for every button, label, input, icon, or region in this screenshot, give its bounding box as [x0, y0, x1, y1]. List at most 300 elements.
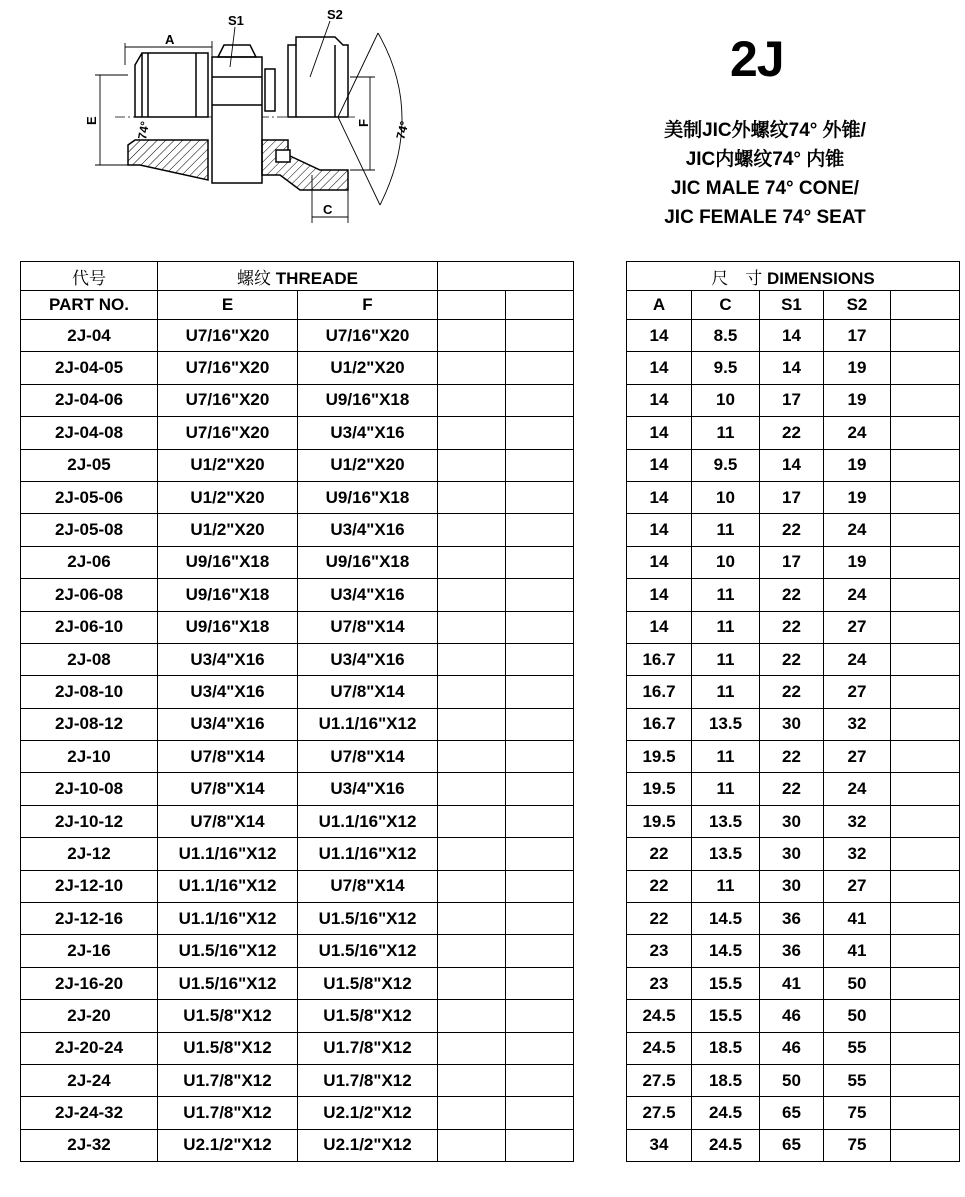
part-number-cell: 2J-08	[21, 643, 158, 675]
part-number-cell: 2J-06-08	[21, 579, 158, 611]
thread-e-cell: U1.1/16"X12	[158, 870, 298, 902]
dim-a-cell: 22	[627, 870, 692, 902]
dim-s2-cell: 24	[824, 773, 891, 805]
dim-s1-cell: 22	[760, 773, 824, 805]
drawing-label-a: A	[165, 32, 175, 47]
gap-cell	[574, 384, 627, 416]
thread-e-cell: U7/8"X14	[158, 773, 298, 805]
blank-cell	[891, 805, 960, 837]
thread-e-cell: U3/4"X16	[158, 708, 298, 740]
thread-e-cell: U7/8"X14	[158, 741, 298, 773]
blank-cell	[891, 449, 960, 481]
dim-s2-cell: 27	[824, 611, 891, 643]
dim-a-cell: 14	[627, 449, 692, 481]
thread-f-cell: U7/8"X14	[298, 611, 438, 643]
thread-e-cell: U3/4"X16	[158, 676, 298, 708]
dim-a-cell: 14	[627, 579, 692, 611]
thread-e-cell: U1.5/16"X12	[158, 967, 298, 999]
dim-c-cell: 18.5	[692, 1064, 760, 1096]
dim-a-cell: 19.5	[627, 741, 692, 773]
part-number-cell: 2J-10	[21, 741, 158, 773]
dim-a-cell: 19.5	[627, 805, 692, 837]
dim-s2-cell: 24	[824, 514, 891, 546]
table-row	[21, 805, 960, 837]
blank-cell	[891, 643, 960, 675]
thread-e-cell: U2.1/2"X12	[158, 1129, 298, 1161]
thread-f-cell: U3/4"X16	[298, 417, 438, 449]
table-row	[21, 546, 960, 578]
drawing-label-s1: S1	[228, 13, 244, 28]
blank-cell	[438, 1097, 506, 1129]
blank-cell	[506, 546, 574, 578]
gap-cell	[574, 967, 627, 999]
table-row	[21, 1097, 960, 1129]
dim-a-cell: 14	[627, 384, 692, 416]
gap-cell	[574, 805, 627, 837]
blank-cell	[438, 838, 506, 870]
table-row	[21, 838, 960, 870]
part-number-cell: 2J-08-12	[21, 708, 158, 740]
gap-cell	[574, 708, 627, 740]
dim-s2-cell: 41	[824, 903, 891, 935]
thread-f-cell: U3/4"X16	[298, 643, 438, 675]
part-number-cell: 2J-10-12	[21, 805, 158, 837]
thread-e-cell: U1.7/8"X12	[158, 1097, 298, 1129]
header-s1: S1	[760, 291, 824, 320]
dim-c-cell: 18.5	[692, 1032, 760, 1064]
dim-s1-cell: 36	[760, 903, 824, 935]
part-number-cell: 2J-05-06	[21, 481, 158, 513]
thread-f-cell: U1.1/16"X12	[298, 838, 438, 870]
header-blank	[438, 291, 506, 320]
table-row	[21, 352, 960, 384]
blank-cell	[891, 1032, 960, 1064]
blank-cell	[506, 643, 574, 675]
part-number-cell: 2J-06	[21, 546, 158, 578]
blank-cell	[438, 773, 506, 805]
table-row	[21, 903, 960, 935]
dim-c-cell: 13.5	[692, 708, 760, 740]
blank-cell	[891, 1129, 960, 1161]
gap-cell	[574, 1097, 627, 1129]
thread-f-cell: U1.5/8"X12	[298, 1000, 438, 1032]
part-number-cell: 2J-24-32	[21, 1097, 158, 1129]
blank-cell	[438, 741, 506, 773]
dim-c-cell: 8.5	[692, 320, 760, 352]
thread-f-cell: U3/4"X16	[298, 579, 438, 611]
gap-cell	[574, 579, 627, 611]
dimension-table	[20, 261, 960, 1162]
dim-c-cell: 11	[692, 643, 760, 675]
blank-cell	[891, 935, 960, 967]
blank-cell	[506, 903, 574, 935]
thread-f-cell: U1.1/16"X12	[298, 805, 438, 837]
part-number-cell: 2J-06-10	[21, 611, 158, 643]
gap-cell	[574, 741, 627, 773]
dim-c-cell: 15.5	[692, 1000, 760, 1032]
blank-cell	[506, 870, 574, 902]
gap-cell	[574, 417, 627, 449]
dim-s1-cell: 46	[760, 1032, 824, 1064]
dim-a-cell: 23	[627, 967, 692, 999]
thread-e-cell: U9/16"X18	[158, 579, 298, 611]
part-number-cell: 2J-24	[21, 1064, 158, 1096]
dim-c-cell: 10	[692, 384, 760, 416]
blank-cell	[891, 1064, 960, 1096]
table-row	[21, 579, 960, 611]
dim-s2-cell: 50	[824, 967, 891, 999]
drawing-label-angle-male: 74°	[135, 120, 153, 141]
blank-cell	[506, 417, 574, 449]
thread-e-cell: U7/16"X20	[158, 417, 298, 449]
blank-cell	[891, 481, 960, 513]
dim-s1-cell: 14	[760, 320, 824, 352]
dim-a-cell: 14	[627, 481, 692, 513]
thread-f-cell: U1.5/8"X12	[298, 967, 438, 999]
dim-c-cell: 15.5	[692, 967, 760, 999]
blank-cell	[438, 1000, 506, 1032]
thread-e-cell: U1/2"X20	[158, 449, 298, 481]
drawing-label-c: C	[323, 202, 333, 217]
gap-cell	[574, 481, 627, 513]
blank-cell	[891, 546, 960, 578]
dim-a-cell: 27.5	[627, 1097, 692, 1129]
dim-s2-cell: 50	[824, 1000, 891, 1032]
dim-a-cell: 14	[627, 417, 692, 449]
table-row	[21, 773, 960, 805]
dim-s2-cell: 27	[824, 741, 891, 773]
blank-cell	[506, 481, 574, 513]
part-number-cell: 2J-04-08	[21, 417, 158, 449]
dim-s1-cell: 30	[760, 708, 824, 740]
dim-c-cell: 10	[692, 481, 760, 513]
part-number-cell: 2J-04-05	[21, 352, 158, 384]
blank-cell	[891, 741, 960, 773]
gap-cell	[574, 643, 627, 675]
part-number-cell: 2J-04	[21, 320, 158, 352]
blank-cell	[438, 546, 506, 578]
blank-cell	[506, 320, 574, 352]
blank-cell	[438, 967, 506, 999]
table-row	[21, 1064, 960, 1096]
dim-s1-cell: 30	[760, 838, 824, 870]
blank-cell	[438, 643, 506, 675]
blank-cell	[438, 320, 506, 352]
blank-cell	[438, 1064, 506, 1096]
thread-f-cell: U7/8"X14	[298, 870, 438, 902]
blank-cell	[438, 1032, 506, 1064]
dim-c-cell: 24.5	[692, 1129, 760, 1161]
blank-cell	[438, 708, 506, 740]
header-blank	[891, 291, 960, 320]
dim-a-cell: 24.5	[627, 1032, 692, 1064]
blank-cell	[506, 514, 574, 546]
blank-cell	[506, 935, 574, 967]
blank-cell	[506, 967, 574, 999]
thread-e-cell: U1/2"X20	[158, 514, 298, 546]
blank-cell	[506, 708, 574, 740]
model-number: 2J	[730, 31, 784, 87]
blank-cell	[438, 481, 506, 513]
blank-cell	[438, 579, 506, 611]
fitting-drawing	[80, 5, 420, 230]
part-number-cell: 2J-16-20	[21, 967, 158, 999]
blank-cell	[891, 903, 960, 935]
thread-e-cell: U7/16"X20	[158, 320, 298, 352]
thread-f-cell: U2.1/2"X12	[298, 1129, 438, 1161]
thread-e-cell: U7/8"X14	[158, 805, 298, 837]
dim-a-cell: 14	[627, 546, 692, 578]
dim-s2-cell: 55	[824, 1032, 891, 1064]
blank-cell	[438, 449, 506, 481]
dim-s2-cell: 24	[824, 417, 891, 449]
blank-cell	[506, 676, 574, 708]
thread-f-cell: U3/4"X16	[298, 773, 438, 805]
dim-c-cell: 11	[692, 417, 760, 449]
gap-cell	[574, 1032, 627, 1064]
blank-cell	[506, 741, 574, 773]
dim-s1-cell: 22	[760, 579, 824, 611]
dim-s1-cell: 22	[760, 676, 824, 708]
thread-f-cell: U9/16"X18	[298, 481, 438, 513]
thread-f-cell: U1/2"X20	[298, 449, 438, 481]
gap-cell	[574, 935, 627, 967]
header-part-en: PART NO.	[21, 291, 158, 320]
thread-e-cell: U1.7/8"X12	[158, 1064, 298, 1096]
blank-cell	[438, 870, 506, 902]
thread-f-cell: U1/2"X20	[298, 352, 438, 384]
gap-cell	[574, 676, 627, 708]
part-number-cell: 2J-20	[21, 1000, 158, 1032]
header-thread: 螺纹 THREADE	[158, 262, 438, 291]
dim-s2-cell: 24	[824, 643, 891, 675]
thread-e-cell: U9/16"X18	[158, 611, 298, 643]
dim-s1-cell: 22	[760, 514, 824, 546]
blank-cell	[506, 611, 574, 643]
dim-s1-cell: 22	[760, 741, 824, 773]
blank-cell	[506, 1097, 574, 1129]
dim-s2-cell: 32	[824, 805, 891, 837]
dim-a-cell: 14	[627, 352, 692, 384]
blank-cell	[891, 870, 960, 902]
gap-cell	[574, 611, 627, 643]
thread-e-cell: U1.1/16"X12	[158, 838, 298, 870]
thread-f-cell: U1.7/8"X12	[298, 1032, 438, 1064]
dim-c-cell: 14.5	[692, 935, 760, 967]
dim-c-cell: 13.5	[692, 838, 760, 870]
header-c: C	[692, 291, 760, 320]
blank-cell	[891, 773, 960, 805]
gap-cell	[574, 1064, 627, 1096]
table-row	[21, 611, 960, 643]
part-number-cell: 2J-12-16	[21, 903, 158, 935]
dim-s1-cell: 50	[760, 1064, 824, 1096]
dim-a-cell: 27.5	[627, 1064, 692, 1096]
dim-s2-cell: 32	[824, 708, 891, 740]
table-row	[21, 708, 960, 740]
gap-cell	[574, 903, 627, 935]
drawing-label-e: E	[84, 116, 99, 125]
blank-cell	[891, 611, 960, 643]
thread-e-cell: U1.5/8"X12	[158, 1032, 298, 1064]
thread-f-cell: U1.1/16"X12	[298, 708, 438, 740]
part-number-cell: 2J-04-06	[21, 384, 158, 416]
dim-s1-cell: 22	[760, 417, 824, 449]
table-body	[21, 320, 960, 1162]
description-line: 美制JIC外螺纹74° 外锥/	[664, 120, 866, 141]
thread-f-cell: U9/16"X18	[298, 384, 438, 416]
part-number-cell: 2J-08-10	[21, 676, 158, 708]
table-row	[21, 741, 960, 773]
table-row	[21, 384, 960, 416]
dim-a-cell: 22	[627, 838, 692, 870]
blank-cell	[438, 417, 506, 449]
dim-s2-cell: 19	[824, 546, 891, 578]
blank-cell	[506, 1000, 574, 1032]
thread-e-cell: U7/16"X20	[158, 352, 298, 384]
dim-a-cell: 16.7	[627, 708, 692, 740]
dim-a-cell: 19.5	[627, 773, 692, 805]
dim-s2-cell: 19	[824, 449, 891, 481]
dim-s2-cell: 32	[824, 838, 891, 870]
dim-a-cell: 34	[627, 1129, 692, 1161]
blank-cell	[891, 708, 960, 740]
dim-c-cell: 11	[692, 741, 760, 773]
table-row	[21, 935, 960, 967]
header-s2: S2	[824, 291, 891, 320]
blank-cell	[506, 805, 574, 837]
header-e: E	[158, 291, 298, 320]
gap-cell	[574, 870, 627, 902]
dim-a-cell: 22	[627, 903, 692, 935]
table-row	[21, 1000, 960, 1032]
description-line: JIC内螺纹74° 内锥	[685, 149, 845, 170]
blank-cell	[506, 838, 574, 870]
dim-c-cell: 11	[692, 611, 760, 643]
description-line: JIC MALE 74° CONE/	[670, 178, 860, 199]
thread-f-cell: U1.7/8"X12	[298, 1064, 438, 1096]
dim-s2-cell: 75	[824, 1129, 891, 1161]
blank-cell	[891, 384, 960, 416]
blank-cell	[438, 352, 506, 384]
dim-s1-cell: 65	[760, 1097, 824, 1129]
gap-cell	[574, 320, 627, 352]
thread-f-cell: U2.1/2"X12	[298, 1097, 438, 1129]
dim-s1-cell: 14	[760, 449, 824, 481]
dim-s2-cell: 17	[824, 320, 891, 352]
thread-f-cell: U7/8"X14	[298, 741, 438, 773]
gap-cell	[574, 514, 627, 546]
table-row	[21, 676, 960, 708]
drawing-label-f: F	[356, 119, 371, 127]
dim-s1-cell: 22	[760, 611, 824, 643]
dim-s1-cell: 41	[760, 967, 824, 999]
blank-cell	[438, 1129, 506, 1161]
gap-cell	[574, 1129, 627, 1161]
table-row	[21, 870, 960, 902]
dim-s1-cell: 17	[760, 546, 824, 578]
drawing-label-s2: S2	[327, 7, 343, 22]
blank-cell	[506, 384, 574, 416]
table-row	[21, 481, 960, 513]
table-row	[21, 967, 960, 999]
description-line: JIC FEMALE 74° SEAT	[664, 207, 866, 228]
dim-s1-cell: 17	[760, 384, 824, 416]
thread-f-cell: U1.5/16"X12	[298, 935, 438, 967]
header-blank	[506, 291, 574, 320]
dim-c-cell: 13.5	[692, 805, 760, 837]
dim-a-cell: 14	[627, 514, 692, 546]
thread-e-cell: U1.5/8"X12	[158, 1000, 298, 1032]
gap-cell	[574, 1000, 627, 1032]
header-part-cn: 代号	[21, 262, 158, 291]
blank-cell	[891, 320, 960, 352]
blank-cell	[438, 384, 506, 416]
thread-e-cell: U3/4"X16	[158, 643, 298, 675]
header-a: A	[627, 291, 692, 320]
dim-s2-cell: 19	[824, 481, 891, 513]
dim-s1-cell: 36	[760, 935, 824, 967]
dim-c-cell: 9.5	[692, 352, 760, 384]
dim-a-cell: 24.5	[627, 1000, 692, 1032]
dim-s1-cell: 30	[760, 805, 824, 837]
blank-cell	[506, 773, 574, 805]
thread-e-cell: U1.1/16"X12	[158, 903, 298, 935]
product-description	[600, 116, 930, 232]
dim-a-cell: 14	[627, 611, 692, 643]
blank-cell	[438, 676, 506, 708]
dim-c-cell: 11	[692, 514, 760, 546]
blank-cell	[438, 903, 506, 935]
blank-cell	[506, 352, 574, 384]
table-row	[21, 514, 960, 546]
thread-e-cell: U1.5/16"X12	[158, 935, 298, 967]
table-row	[21, 320, 960, 352]
part-number-cell: 2J-20-24	[21, 1032, 158, 1064]
dim-s2-cell: 55	[824, 1064, 891, 1096]
dim-c-cell: 10	[692, 546, 760, 578]
table-row	[21, 643, 960, 675]
dim-c-cell: 11	[692, 773, 760, 805]
gap-cell	[574, 352, 627, 384]
dim-a-cell: 14	[627, 320, 692, 352]
blank-cell	[891, 676, 960, 708]
thread-f-cell: U9/16"X18	[298, 546, 438, 578]
table-row	[21, 1129, 960, 1161]
part-number-cell: 2J-05	[21, 449, 158, 481]
blank-cell	[438, 935, 506, 967]
header-gap	[574, 291, 627, 320]
dim-s2-cell: 75	[824, 1097, 891, 1129]
dim-c-cell: 11	[692, 676, 760, 708]
thread-e-cell: U7/16"X20	[158, 384, 298, 416]
blank-cell	[506, 1129, 574, 1161]
thread-f-cell: U7/16"X20	[298, 320, 438, 352]
dim-s1-cell: 14	[760, 352, 824, 384]
dim-s2-cell: 24	[824, 579, 891, 611]
thread-f-cell: U7/8"X14	[298, 676, 438, 708]
drawing-label-angle-female: 74°	[393, 119, 412, 141]
dim-s1-cell: 65	[760, 1129, 824, 1161]
thread-f-cell: U1.5/16"X12	[298, 903, 438, 935]
thread-e-cell: U1/2"X20	[158, 481, 298, 513]
table-row	[21, 449, 960, 481]
header-f: F	[298, 291, 438, 320]
blank-cell	[891, 417, 960, 449]
blank-cell	[891, 514, 960, 546]
dim-s1-cell: 30	[760, 870, 824, 902]
table-subheader-row	[21, 291, 960, 320]
